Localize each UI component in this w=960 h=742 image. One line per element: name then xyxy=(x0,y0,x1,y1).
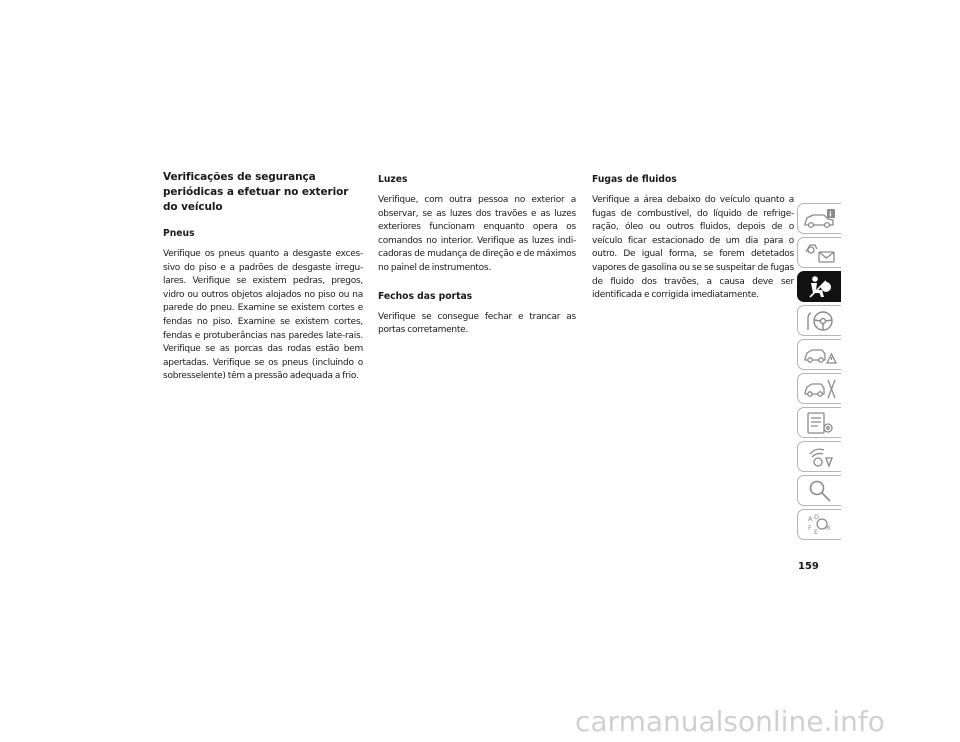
fluid-leaks-heading: Fugas de fluidos xyxy=(592,174,677,185)
column-3 xyxy=(592,170,794,317)
chapter-tabs xyxy=(797,203,841,543)
tab-warning-messages[interactable] xyxy=(797,237,841,268)
column-2 xyxy=(378,170,576,352)
airbag-safety-icon xyxy=(802,274,838,300)
lights-heading: Luzes xyxy=(378,174,408,185)
tab-technical-specifications[interactable] xyxy=(797,407,841,438)
tab-starting-operating[interactable] xyxy=(797,305,841,336)
tab-in-case-of-emergency[interactable] xyxy=(797,339,841,370)
fluid-leaks-paragraph: Verifique a área debaixo do veículo quanto a fugas de combustível, do líquido de refrige-ração, óleo ou outros fluidos, depois de o veículo ficar estacionado de um dia para o outro. De igual forma, se forem detetados vapores de gasolina ou se se suspeitar de fugas de fluido dos travões, a causa deve ser identificada e corrigida imediatamente. xyxy=(592,195,794,301)
svg-text:D: D xyxy=(813,512,819,521)
door-locks-heading: Fechos das portas xyxy=(378,290,473,302)
watermark: carmanualsonline.info xyxy=(575,705,885,738)
svg-text:i: i xyxy=(828,210,832,218)
column-1 xyxy=(163,170,363,398)
multimedia-icon xyxy=(802,444,838,470)
tab-index[interactable] xyxy=(797,475,841,506)
tab-language[interactable] xyxy=(797,509,841,540)
tires-paragraph: Verifique os pneus quanto a desgaste exces-sivo do piso e a padrões de desgaste irregu-lares. Verifique se existem pedras, pregos, vidro ou outros objetos alojados no piso ou na parede do pneu. Examine se existem cortes e fendas no piso. Examine se existem cortes, fendas e protuberâncias nas paredes late-rais. Verifique se as porcas das rodas estão bem apertadas. Verifique se os pneus (incluindo o sobresselente) têm a pressão adequada a frio. xyxy=(163,249,363,382)
page-number: 159 xyxy=(798,561,819,572)
index-search-icon xyxy=(802,478,838,504)
section-title: Verificações de segurança periódicas a efetuar no exterior do veículo xyxy=(163,171,349,213)
tab-safety[interactable] xyxy=(797,271,841,302)
steering-wheel-icon xyxy=(802,308,838,334)
car-service-tools-icon xyxy=(802,376,838,402)
door-locks-paragraph: Verifique se consegue fechar e trancar as portas corretamente. xyxy=(378,311,576,336)
car-emergency-icon xyxy=(802,342,838,368)
svg-text:E: E xyxy=(813,527,818,536)
tires-heading: Pneus xyxy=(163,228,195,239)
tab-car-info[interactable] xyxy=(797,203,841,234)
car-warning-message-icon xyxy=(802,240,838,266)
lights-paragraph: Verifique, com outra pessoa no exterior a observar, se as luzes dos travões e as luzes exteriores funcionam enquanto opera os comandos no interior. Verifique as luzes indi-cadoras de mudança de direção e de máximos no painel de instrumentos. xyxy=(378,195,576,273)
svg-text:A: A xyxy=(807,514,812,523)
svg-text:R: R xyxy=(825,523,831,532)
car-info-icon xyxy=(802,206,838,232)
specifications-list-icon xyxy=(802,410,838,436)
svg-text:F: F xyxy=(807,523,812,532)
tab-servicing-maintenance[interactable] xyxy=(797,373,841,404)
language-icon xyxy=(802,512,838,538)
tab-multimedia[interactable] xyxy=(797,441,841,472)
